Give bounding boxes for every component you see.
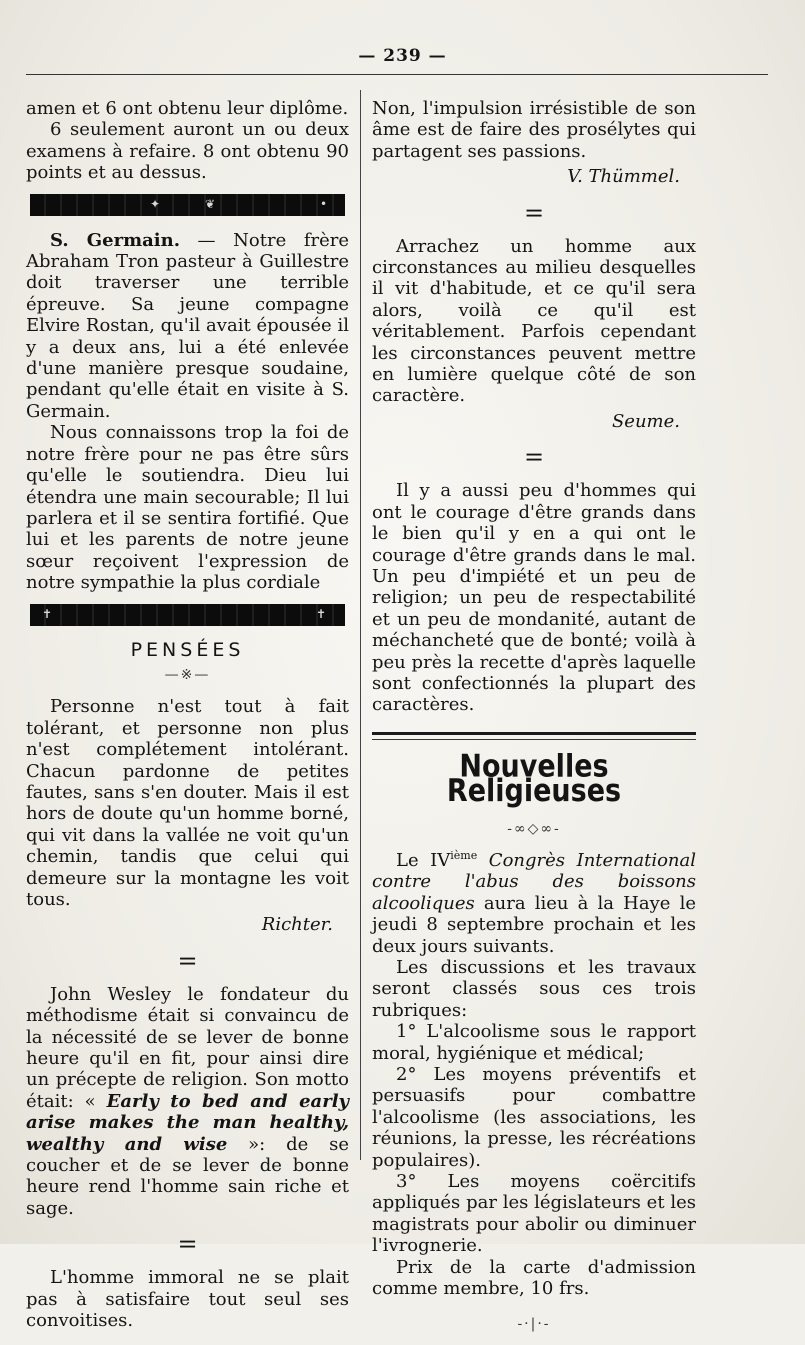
signature-seume: Seume. — [611, 410, 680, 432]
prix-paragraph: Prix de la carte d'admission comme membre, 10 frs. — [372, 1256, 696, 1300]
wesley-paragraph — [26, 984, 349, 1219]
right-paragraph-3: Il y a aussi peu d'hommes qui ont le courage d'être grands dans le bien qu'il y en a qui ont le courage d'être grands dans le mal. Un peu d'impiété et un peu de religion; un peu de respectabilité et un peu de mondanité, autant de méchancheté que de bonté; voilà à peu près la recette d'après laquelle sont confectionnés la plupart des caractères. — [372, 480, 696, 716]
ornament-icon: • — [320, 196, 328, 211]
separator-equals: = — [523, 198, 545, 227]
congres-superscript: ième — [450, 848, 478, 862]
separator-equals: = — [177, 1230, 198, 1259]
nr-ornament: -∞◇∞- — [507, 820, 561, 837]
congres-text-c: aura lieu à la Haye le jeudi 8 septembre prochain et les deux jours suivants. — [372, 892, 696, 957]
germain-title: S. Germain. — [50, 229, 180, 251]
left-paragraph-2: 6 seulement auront un ou deux examens à refaire. 8 ont obtenu 90 points et au dessus. — [26, 119, 349, 184]
header-rule — [26, 74, 768, 75]
germain-paragraph — [26, 230, 349, 423]
right-paragraph-1: Non, l'impulsion irrésistible de son âme est de faire des prosélytes qui partagent ses passions. — [372, 98, 696, 162]
signature-thummel: V. Thümmel. — [567, 166, 680, 188]
rubrique-2: 2° Les moyens préventifs et persuasifs pour combattre l'alcoolisme (les associations, les réunions, la presse, les récréations populaires). — [372, 1064, 696, 1171]
germain-text: — Notre frère Abraham Tron pasteur à Guillestre doit traverser une terrible épreuve. Sa jeune compagne Elvire Rostan, qu'il avait épousée il y a deux ans, lui a été enlevée d'une manière presque soudaine, pendant qu'elle était en visite à S. Germain. — [26, 229, 349, 422]
wesley-text-b: »: de se coucher et de se lever de bonne heure rend l'homme sain riche et sage. — [26, 1133, 349, 1219]
separator-equals: = — [523, 443, 545, 472]
congres-title: Congrès International contre l'abus des boissons alcooliques — [372, 849, 697, 914]
cross-icon: ✝ — [316, 606, 327, 621]
signature-richter: Richter. — [261, 914, 333, 936]
left-column — [26, 98, 349, 1332]
discussions-paragraph: Les discussions et les travaux seront classés sous ces trois rubriques: — [372, 957, 696, 1021]
black-divider-1 — [30, 194, 345, 216]
congres-text-a: Le IV — [396, 849, 451, 871]
pensees-ornament: —※— — [164, 666, 211, 683]
congres-paragraph — [372, 850, 696, 957]
rubrique-3: 3° Les moyens coërcitifs appliqués par les législateurs et les magistrats pour abolir ou diminuer l'ivrognerie. — [372, 1171, 696, 1257]
germain-paragraph-2: Nous connaissons trop la foi de notre frère pour ne pas être sûrs qu'elle le soutiendra. Dieu lui étendra une main secourable; Il lui parlera et il se sentira fortifié. Que lui et les parents de notre jeune sœur reçoivent l'expression de notre sympathie la plus cordiale — [26, 422, 349, 594]
left-paragraph-1: amen et 6 ont obtenu leur diplôme. — [26, 98, 349, 119]
black-divider-2 — [30, 604, 345, 626]
section-double-rule — [372, 732, 696, 740]
separator-equals: = — [177, 946, 198, 975]
ornament-icon: ✦ — [150, 196, 161, 211]
pensees-heading: PENSÉES — [130, 638, 245, 661]
right-column — [372, 98, 696, 1345]
end-ornament: -·|·- — [517, 1315, 551, 1332]
nouvelles-religieuses-heading: Nouvelles Religieuses — [446, 748, 622, 810]
wesley-motto: Early to bed and early arise makes the man healthy, wealthy and wise — [26, 1090, 349, 1155]
wesley-text-a: John Wesley le fondateur du méthodisme était si convaincu de la nécessité de se lever de bonne heure qu'il en fit, pour ainsi dire un précepte de religion. Son motto était: « — [26, 983, 349, 1112]
immoral-paragraph: L'homme immoral ne se plait pas à satisfaire tout seul ses convoitises. — [26, 1267, 349, 1332]
cross-icon: ✝ — [42, 606, 53, 621]
ornament-icon: ❦ — [205, 196, 216, 211]
right-paragraph-2: Arrachez un homme aux circonstances au milieu desquelles il vit d'habitude, et ce qu'il sera alors, voilà ce qu'il est véritablement. Parfois cependant les circonstances peuvent mettre en lumière quelque côté de son caractère. — [372, 235, 696, 407]
pensee-richter: Personne n'est tout à fait tolérant, et personne non plus n'est complétement intolérant. Chacun pardonne de petites fautes, sans s'en douter. Mais il est hors de doute qu'un homme borné, qui vit dans la vallée ne voit qu'un chemin, tandis que celui qui demeure sur la montagne les voit tous. — [26, 696, 349, 910]
rubrique-1: 1° L'alcoolisme sous le rapport moral, hygiénique et médical; — [372, 1021, 696, 1064]
page-number: — 239 — — [358, 46, 447, 66]
column-divider — [360, 90, 361, 1160]
